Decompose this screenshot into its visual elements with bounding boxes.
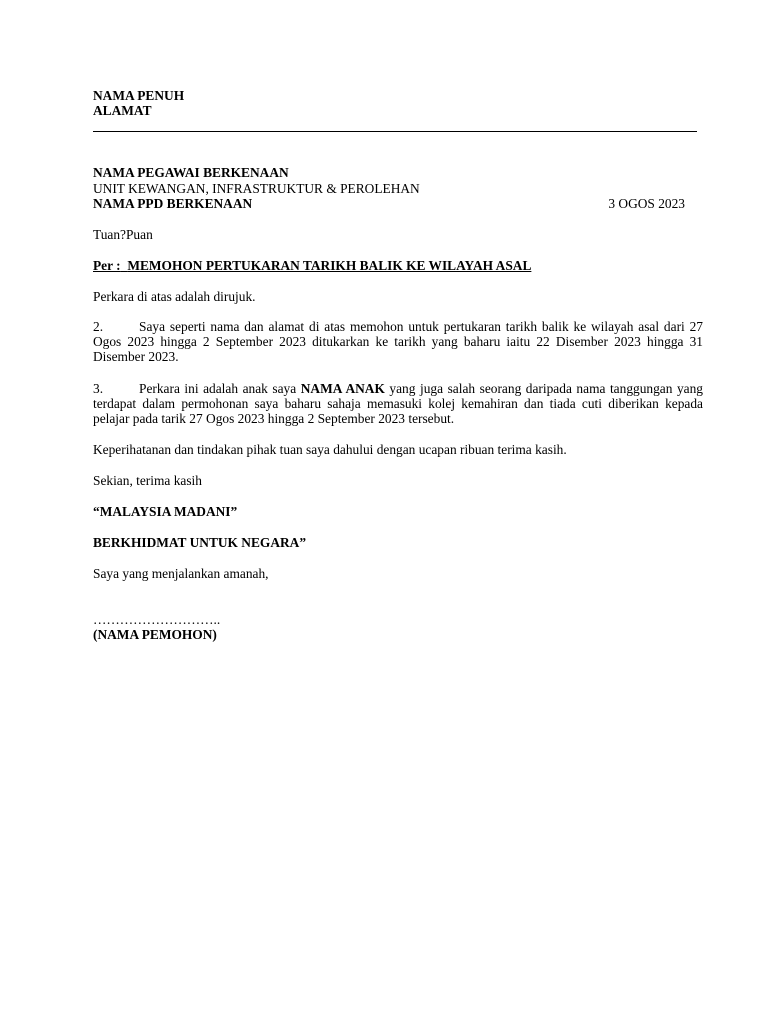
paragraph-2-text: Saya seperti nama dan alamat di atas memohon untuk pertukaran tarikh balik ke wilayah asal dari 27 Ogos 2023 hingga 2 September 2023 ditukarkan ke tarikh yang baharu iaitu 22 Disember 2023 hingga 31 Disember 2023. bbox=[93, 319, 703, 364]
reference-line: Perkara di atas adalah dirujuk. bbox=[93, 289, 256, 304]
signature-line: ……………………….. bbox=[93, 612, 221, 627]
child-name: NAMA ANAK bbox=[300, 381, 385, 396]
thanks-line: Keperihatanan dan tindakan pihak tuan saya dahului dengan ucapan ribuan terima kasih. bbox=[93, 442, 567, 457]
subject-text: MEMOHON PERTUKARAN TARIKH BALIK KE WILAYAH ASAL bbox=[127, 258, 532, 273]
header-divider bbox=[93, 131, 697, 132]
recipient-office: NAMA PPD BERKENAAN bbox=[93, 196, 253, 211]
slogan-malaysia-madani: “MALAYSIA MADANI” bbox=[93, 504, 238, 519]
paragraph-2-number: 2. bbox=[93, 319, 104, 334]
paragraph-3-text-before: Perkara ini adalah anak saya bbox=[139, 381, 301, 396]
recipient-officer: NAMA PEGAWAI BERKENAAN bbox=[93, 165, 289, 180]
letter-date: 3 OGOS 2023 bbox=[608, 196, 685, 211]
salutation: Tuan?Puan bbox=[93, 227, 153, 242]
paragraph-3 bbox=[93, 381, 703, 426]
paragraph-3-number: 3. bbox=[93, 381, 104, 396]
paragraph-2 bbox=[93, 319, 703, 364]
applicant-name: (NAMA PEMOHON) bbox=[93, 627, 217, 642]
paragraph-3-text-after: yang juga salah seorang daripada nama tanggungan yang terdapat dalam permohonan saya baharu sahaja memasuki kolej kemahiran dan tiada cuti diberikan kepada pelajar pada tarik 27 Ogos 2023 hingga 2 September 2023 tersebut. bbox=[93, 381, 704, 426]
closing-line: Sekian, terima kasih bbox=[93, 473, 202, 488]
trust-line: Saya yang menjalankan amanah, bbox=[93, 566, 269, 581]
sender-address: ALAMAT bbox=[93, 103, 152, 118]
subject-prefix: Per : bbox=[93, 258, 121, 273]
subject-line bbox=[93, 258, 703, 273]
recipient-unit: UNIT KEWANGAN, INFRASTRUKTUR & PEROLEHAN bbox=[93, 181, 420, 196]
slogan-berkhidmat: BERKHIDMAT UNTUK NEGARA” bbox=[93, 535, 307, 550]
sender-name: NAMA PENUH bbox=[93, 88, 185, 103]
